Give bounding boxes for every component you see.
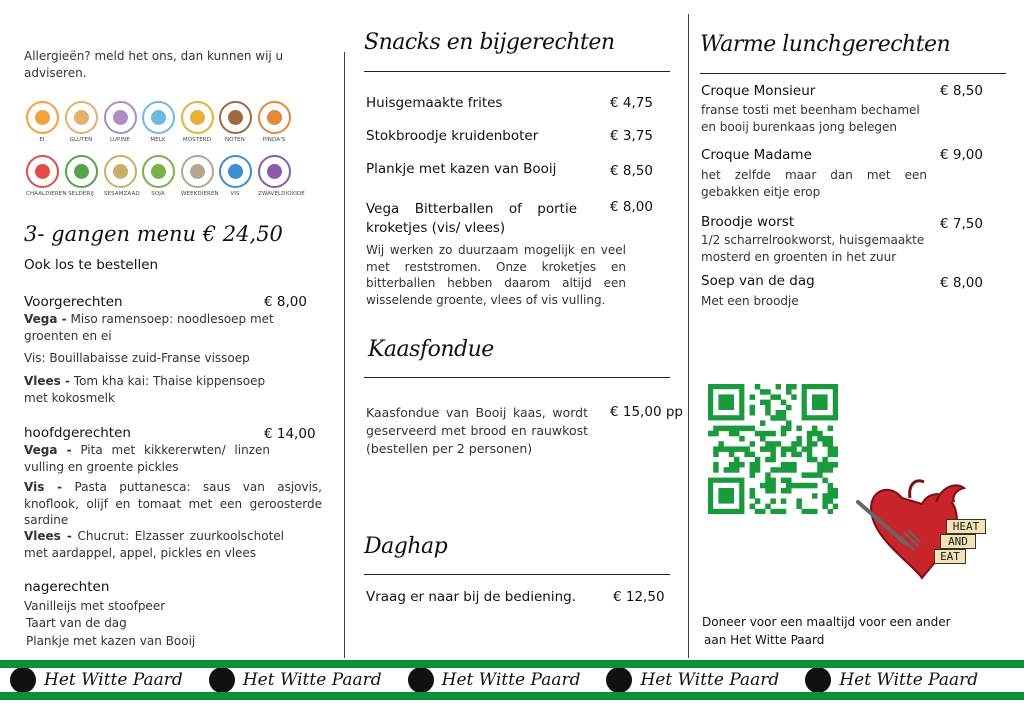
starters-vis-label: Vis: (24, 351, 46, 365)
lunch-item-price: € 9,00 (940, 147, 983, 163)
egg-icon (26, 101, 59, 134)
footer-brand-unit (10, 668, 183, 692)
mains-vega-label: Vega - (24, 443, 72, 457)
daghap-price: € 12,50 (613, 589, 665, 605)
donate-line-1: Doneer voor een maaltijd voor een ander (702, 615, 951, 629)
peanut-icon (258, 101, 291, 134)
horse-logo-icon (209, 668, 235, 692)
dessert-item: Plankje met kazen van Booij (26, 634, 196, 648)
footer-brand-unit (408, 668, 581, 692)
starters-vis-text: Bouillabaisse zuid-Franse vissoep (45, 351, 250, 365)
allergen-label: SELDERIJ (68, 191, 94, 197)
three-course-subtitle: Ook los te bestellen (24, 257, 159, 273)
snacks-underline (364, 71, 670, 72)
starters-vega-text: Miso ramensoep: noodlesoep met groenten en ei (24, 312, 274, 343)
snack-item-price: € 4,75 (610, 95, 653, 111)
starters-price: € 8,00 (264, 294, 307, 310)
snack-item-price: € 3,75 (610, 128, 653, 144)
mains-vis-label: Vis - (24, 480, 63, 494)
snacks-title: Snacks en bijgerechten (364, 30, 615, 55)
allergen-label: EI (39, 137, 45, 143)
allergen-sulphite-icon (258, 155, 305, 197)
allergen-nut-icon (219, 101, 251, 143)
kaasfondue-title: Kaasfondue (368, 337, 494, 362)
soy-icon (142, 155, 175, 188)
lunch-item-name: Broodje worst (701, 214, 795, 230)
horse-logo-icon (408, 668, 434, 692)
kaasfondue-text: Kaasfondue van Booij kaas, wordt geserveerd met brood en rauwkost (bestellen per 2 personen) (366, 405, 588, 456)
allergen-notice: Allergieën? meld het ons, dan kunnen wij u adviseren. (24, 49, 284, 80)
allergen-label: MOSTERD (182, 137, 212, 143)
mains-vega (24, 442, 270, 475)
eat-label: EAT (934, 549, 966, 564)
crab-icon (26, 155, 59, 188)
starters-vega-label: Vega - (24, 312, 67, 326)
dessert-item: Vanilleijs met stoofpeer (24, 599, 166, 613)
starters-vlees (24, 373, 274, 406)
mains-title: hoofdgerechten (24, 425, 131, 441)
sulphite-icon (258, 155, 291, 188)
mains-vlees (24, 528, 284, 561)
allergen-wheat-icon (65, 101, 97, 143)
mustard-icon (181, 101, 214, 134)
snack-item-name: Plankje met kazen van Booij (366, 161, 557, 177)
footer-brand-strip (0, 668, 1024, 692)
footer-brand-text: Het Witte Paard (44, 670, 183, 690)
lunch-item-desc: franse tosti met beenham bechamel en booij burenkaas jong belegen (701, 103, 920, 134)
allergen-label: LUPINE (110, 137, 130, 143)
mains-vis (24, 479, 322, 529)
allergen-label: WEEKDIEREN (181, 191, 219, 197)
footer-brand-text: Het Witte Paard (839, 670, 979, 690)
lunch-title: Warme lunchgerechten (700, 32, 951, 57)
allergen-peanut-icon (258, 101, 290, 143)
lunch-item-name: Croque Monsieur (701, 83, 816, 99)
donate-line-2: aan Het Witte Paard (704, 633, 825, 647)
starters-vega (24, 311, 286, 344)
lunch-item-price: € 8,00 (940, 275, 983, 291)
footer-brand-unit (805, 668, 978, 692)
allergen-label: VIS (230, 191, 240, 197)
allergen-fish-icon (219, 155, 251, 197)
daghap-underline (364, 574, 670, 575)
horse-logo-icon (805, 668, 831, 692)
allergen-egg-icon (26, 101, 58, 143)
allergen-soy-icon (142, 155, 174, 197)
allergen-mustard-icon (181, 101, 213, 143)
lunch-item-desc: Met een broodje (701, 294, 799, 308)
allergen-label: SESAMZAAD (104, 191, 140, 197)
allergen-label: MELK (150, 137, 166, 143)
column-divider-left (344, 52, 345, 658)
allergen-label: GLUTEN (69, 137, 93, 143)
column-divider-right (688, 14, 689, 658)
allergen-label: SOJA (151, 191, 165, 197)
footer-brand-unit (606, 668, 779, 692)
daghap-text: Vraag er naar bij de bediening. (366, 589, 577, 605)
qr-code[interactable] (708, 384, 838, 514)
mains-price: € 14,00 (264, 426, 316, 442)
mains-vega-text: Pita met kikkererwten/ linzen vulling en groente pickles (24, 443, 270, 474)
lupine-icon (104, 101, 137, 134)
and-label: AND (940, 534, 976, 549)
allergen-label: NOTEN (225, 137, 245, 143)
snack-item-name: Huisgemaakte frites (366, 95, 503, 111)
mains-vis-text: Pasta puttanesca: saus van asjovis, knoflook, olijf en tomaat met een geroosterde sardine (24, 480, 322, 527)
fish-icon (219, 155, 252, 188)
allergen-label: ZWAVELDIOXIDE (258, 191, 305, 197)
starters-title: Voorgerechten (24, 294, 123, 310)
allergen-label: CHAALDIEREN (26, 191, 67, 197)
desserts-title: nagerechten (24, 579, 110, 595)
lunch-item-desc: 1/2 scharrelrookworst, huisgemaakte mosterd en groenten in het zuur (701, 233, 925, 264)
wheat-icon (65, 101, 98, 134)
allergen-lupine-icon (104, 101, 136, 143)
kaasfondue-price: € 15,00 pp (610, 404, 683, 420)
starters-vlees-text: Tom kha kai: Thaise kippensoep met kokosmelk (24, 374, 266, 405)
allergen-sesame-icon (104, 155, 140, 197)
footer-brand-text: Het Witte Paard (441, 670, 581, 690)
snack-item-price: € 8,00 (610, 199, 653, 215)
allergen-label: PINDA'S (262, 137, 286, 143)
celery-icon (65, 155, 98, 188)
kaasfondue-underline (364, 377, 670, 378)
heat-and-eat-badge (932, 519, 988, 564)
lunch-underline (700, 73, 1006, 74)
dessert-item: Taart van de dag (26, 616, 127, 630)
lunch-item-price: € 7,50 (940, 216, 983, 232)
allergen-milk-icon (142, 101, 174, 143)
snacks-note: Wij werken zo duurzaam mogelijk en veel met reststromen. Onze kroketjes en bitterballen hebben daarom altijd een wisselende groente, vlees of vis vulling. (366, 243, 626, 307)
lunch-item-desc: het zelfde maar dan met een gebakken eitje erop (701, 168, 927, 199)
snack-item-name: Vega Bitterballen of portie kroketjes (vis/ vlees) (366, 201, 577, 236)
three-course-title: 3- gangen menu € 24,50 (24, 222, 283, 246)
horse-logo-icon (606, 668, 632, 692)
mains-vlees-text: Chucrut: Elzasser zuurkoolschotel met aardappel, appel, pickles en vlees (24, 529, 284, 560)
snail-icon (181, 155, 214, 188)
footer-brand-text: Het Witte Paard (640, 670, 780, 690)
allergen-snail-icon (181, 155, 219, 197)
snack-item-name: Stokbroodje kruidenboter (366, 128, 539, 144)
nut-icon (219, 101, 252, 134)
sesame-icon (104, 155, 137, 188)
mains-vlees-label: Vlees - (24, 529, 72, 543)
footer-brand-text: Het Witte Paard (242, 670, 382, 690)
milk-icon (142, 101, 175, 134)
lunch-item-price: € 8,50 (940, 83, 983, 99)
starters-vis (24, 350, 314, 367)
lunch-item-name: Soep van de dag (701, 273, 815, 289)
allergen-celery-icon (65, 155, 97, 197)
heat-label: HEAT (946, 519, 986, 534)
lunch-item-name: Croque Madame (701, 147, 812, 163)
daghap-title: Daghap (364, 534, 448, 559)
starters-vlees-label: Vlees - (24, 374, 70, 388)
snack-item-price: € 8,50 (610, 163, 653, 179)
horse-logo-icon (10, 668, 36, 692)
allergen-crab-icon (26, 155, 67, 197)
footer-brand-unit (209, 668, 382, 692)
